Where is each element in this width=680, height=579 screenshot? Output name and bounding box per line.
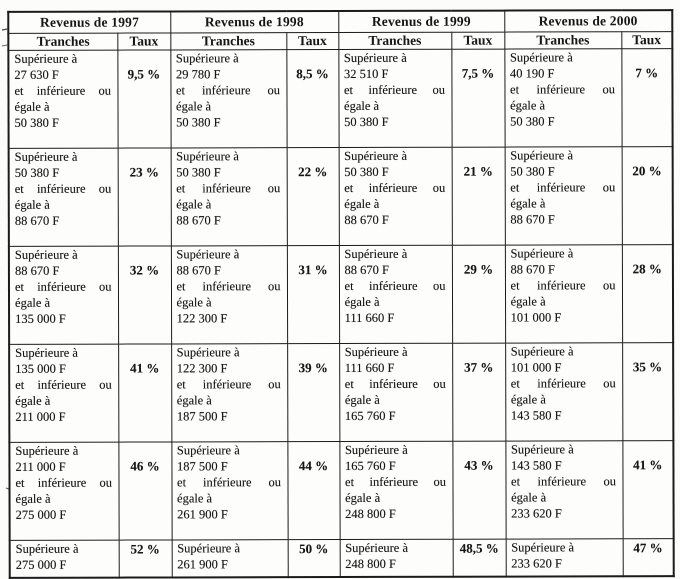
label-superieure: Supérieure à <box>511 540 575 555</box>
label-superieure: Supérieure à <box>344 442 408 457</box>
tranche-cell-2000-r4 <box>505 343 622 441</box>
label-inferieure-line <box>510 82 617 98</box>
taux-header-1998: Taux <box>286 33 338 50</box>
word-inferieure: inférieure <box>369 474 419 489</box>
label-superieure: Supérieure à <box>175 51 239 66</box>
word-ou: ou <box>432 180 446 195</box>
label-superieure: Supérieure à <box>176 345 240 360</box>
word-ou: ou <box>267 180 281 196</box>
word-et: et <box>14 83 24 98</box>
taux-cell-1997-r3: 32 % <box>118 246 171 344</box>
word-et: et <box>510 376 520 391</box>
label-inferieure-line <box>176 83 282 99</box>
label-egale: égale à <box>510 196 546 211</box>
label-egale: égale à <box>344 294 380 309</box>
word-et: et <box>176 377 186 392</box>
word-inferieure: inférieure <box>536 82 586 97</box>
upper-bound: 88 670 F <box>14 213 60 228</box>
word-ou: ou <box>99 475 112 490</box>
tranches-header-2000: Tranches <box>504 32 621 49</box>
word-ou: ou <box>433 474 447 489</box>
taux-cell-1999-r2: 21 % <box>452 147 505 245</box>
word-ou: ou <box>603 474 617 489</box>
label-superieure: Supérieure à <box>345 540 409 555</box>
word-inferieure: inférieure <box>37 475 87 490</box>
word-inferieure: inférieure <box>537 474 587 489</box>
label-egale: égale à <box>344 392 380 407</box>
word-et: et <box>345 474 355 489</box>
tranche-cell-1997-r3 <box>9 246 118 344</box>
lower-bound: 50 380 F <box>510 164 555 179</box>
column-header-row <box>8 32 672 51</box>
upper-bound: 135 000 F <box>15 311 66 326</box>
word-ou: ou <box>432 278 446 293</box>
label-inferieure-line <box>511 278 618 294</box>
taux-cell-1998-r1: 8,5 % <box>286 50 338 148</box>
upper-bound: 101 000 F <box>510 310 562 325</box>
word-et: et <box>511 474 521 489</box>
tranche-cell-1998-r5 <box>171 442 287 540</box>
label-superieure: Supérieure à <box>510 344 574 359</box>
word-inferieure: inférieure <box>202 181 251 196</box>
label-superieure: Supérieure à <box>14 247 78 262</box>
word-inferieure: inférieure <box>368 278 418 293</box>
word-ou: ou <box>98 279 112 294</box>
label-egale: égale à <box>14 197 50 212</box>
taux-header-2000: Taux <box>621 32 672 49</box>
word-ou: ou <box>602 82 616 97</box>
tranche-cell-1998-r2 <box>171 148 287 246</box>
upper-bound: 233 620 F <box>511 506 562 521</box>
word-ou: ou <box>99 377 112 392</box>
word-et: et <box>344 376 354 391</box>
tranche-cell-1999-r4 <box>339 343 452 441</box>
tranche-cell-2000-r3 <box>505 245 622 343</box>
upper-bound: 88 670 F <box>176 212 221 228</box>
word-et: et <box>344 180 354 195</box>
taux-cell-2000-r6: 47 % <box>623 539 674 577</box>
label-superieure: Supérieure à <box>14 149 78 164</box>
label-superieure: Supérieure à <box>14 51 78 66</box>
taux-cell-1998-r4: 39 % <box>287 344 339 442</box>
lower-bound: 135 000 F <box>15 361 66 376</box>
word-et: et <box>344 278 354 293</box>
tranche-cell-1998-r1 <box>170 50 286 148</box>
tranches-header-1998: Tranches <box>170 33 286 50</box>
upper-bound: 122 300 F <box>176 310 228 326</box>
tranche-cell-2000-r1 <box>504 49 621 147</box>
tranche-cell-1998-r6 <box>172 540 288 578</box>
taux-cell-2000-r2: 20 % <box>622 147 673 245</box>
label-egale: égale à <box>176 295 212 310</box>
word-ou: ou <box>98 83 111 98</box>
tranches-header-1999: Tranches <box>338 32 451 49</box>
word-et: et <box>15 377 25 392</box>
upper-bound: 187 500 F <box>176 408 228 424</box>
bracket-row-1 <box>8 49 672 149</box>
label-egale: égale à <box>176 99 212 114</box>
label-egale: égale à <box>15 491 51 506</box>
label-superieure: Supérieure à <box>509 50 573 65</box>
word-inferieure: inférieure <box>537 376 586 391</box>
tranche-cell-1997-r6 <box>10 540 119 578</box>
word-ou: ou <box>267 82 280 98</box>
label-egale: égale à <box>344 98 380 113</box>
taux-cell-1999-r5: 43 % <box>452 441 505 539</box>
label-superieure: Supérieure à <box>510 246 574 261</box>
lower-bound: 275 000 F <box>15 557 67 572</box>
bracket-row-2 <box>9 147 673 247</box>
lower-bound: 248 800 F <box>345 556 396 571</box>
lower-bound: 165 760 F <box>344 458 396 473</box>
word-et: et <box>343 82 354 97</box>
word-ou: ou <box>267 278 281 294</box>
tranche-cell-1999-r5 <box>339 441 452 539</box>
word-ou: ou <box>432 82 445 97</box>
year-header-1997: Revenus de 1997 <box>8 11 170 33</box>
bracket-row-5 <box>9 441 673 541</box>
year-header-1999: Revenus de 1999 <box>338 11 504 33</box>
label-egale: égale à <box>176 197 212 212</box>
lower-bound: 40 190 F <box>509 66 555 81</box>
word-et: et <box>15 475 25 490</box>
label-egale: égale à <box>510 392 546 407</box>
year-header-1998: Revenus de 1998 <box>170 11 338 33</box>
upper-bound: 50 380 F <box>176 114 221 130</box>
label-egale: égale à <box>14 99 50 114</box>
lower-bound: 233 620 F <box>511 556 562 571</box>
label-superieure: Supérieure à <box>344 344 408 359</box>
tranche-cell-1997-r2 <box>9 148 118 246</box>
lower-bound: 88 670 F <box>344 262 389 277</box>
label-inferieure-line <box>177 377 283 393</box>
lower-bound: 187 500 F <box>176 459 228 474</box>
word-inferieure: inférieure <box>37 377 87 392</box>
tax-brackets-table <box>7 9 675 579</box>
upper-bound: 50 380 F <box>344 114 389 129</box>
label-superieure: Supérieure à <box>15 541 79 556</box>
label-superieure: Supérieure à <box>177 541 241 556</box>
tranche-cell-2000-r6 <box>506 539 623 577</box>
taux-cell-1997-r2: 23 % <box>118 148 171 246</box>
label-inferieure-line <box>344 181 447 197</box>
label-superieure: Supérieure à <box>176 247 240 262</box>
taux-cell-1997-r6: 52 % <box>119 540 172 578</box>
label-inferieure-line <box>510 180 617 196</box>
word-et: et <box>175 83 186 98</box>
taux-cell-2000-r4: 35 % <box>622 343 673 441</box>
word-et: et <box>176 279 186 294</box>
label-superieure: Supérieure à <box>343 50 407 65</box>
word-inferieure: inférieure <box>202 475 252 490</box>
lower-bound: 88 670 F <box>14 263 60 278</box>
year-header-2000: Revenus de 2000 <box>504 10 672 32</box>
word-inferieure: inférieure <box>202 279 252 294</box>
label-inferieure-line <box>344 279 447 295</box>
label-inferieure-line <box>511 474 618 490</box>
tranche-cell-1998-r4 <box>171 344 287 442</box>
word-inferieure: inférieure <box>369 376 418 391</box>
lower-bound: 88 670 F <box>510 262 555 277</box>
upper-bound: 50 380 F <box>510 114 555 129</box>
taux-cell-1999-r4: 37 % <box>452 343 505 441</box>
label-inferieure-line <box>345 475 448 491</box>
word-et: et <box>510 180 520 195</box>
tranche-cell-1998-r3 <box>171 246 287 344</box>
word-et: et <box>510 278 520 293</box>
label-inferieure-line <box>177 475 283 491</box>
taux-cell-2000-r3: 28 % <box>622 245 673 343</box>
label-inferieure-line <box>176 181 282 197</box>
taux-cell-1999-r1: 7,5 % <box>451 49 504 147</box>
lower-bound: 122 300 F <box>176 361 228 376</box>
tranche-cell-2000-r5 <box>505 441 622 539</box>
label-inferieure-line <box>15 181 114 197</box>
label-inferieure-line <box>345 377 448 393</box>
taux-cell-2000-r1: 7 % <box>621 49 672 147</box>
taux-cell-1998-r2: 22 % <box>287 148 339 246</box>
upper-bound: 261 900 F <box>177 506 228 522</box>
label-superieure: Supérieure à <box>176 149 240 164</box>
word-ou: ou <box>98 181 112 196</box>
label-inferieure-line <box>15 279 114 295</box>
tranche-cell-2000-r2 <box>505 147 622 245</box>
taux-header-1997: Taux <box>117 33 170 50</box>
word-ou: ou <box>602 278 616 293</box>
taux-cell-2000-r5: 41 % <box>622 441 673 539</box>
label-inferieure-line <box>344 83 447 99</box>
taux-cell-1998-r5: 44 % <box>287 442 339 540</box>
taux-cell-1997-r5: 46 % <box>118 442 171 540</box>
word-inferieure: inférieure <box>536 180 586 195</box>
label-egale: égale à <box>15 393 51 408</box>
word-et: et <box>176 475 187 490</box>
tranche-cell-1999-r2 <box>339 147 452 245</box>
word-inferieure: inférieure <box>368 82 418 97</box>
lower-bound: 50 380 F <box>176 165 221 180</box>
word-inferieure: inférieure <box>36 181 86 196</box>
year-header-row <box>8 10 672 33</box>
label-superieure: Supérieure à <box>15 443 79 458</box>
bracket-row-6 <box>10 539 674 578</box>
tranche-cell-1999-r1 <box>338 49 451 147</box>
word-inferieure: inférieure <box>37 279 86 294</box>
taux-cell-1997-r1: 9,5 % <box>117 50 170 148</box>
lower-bound: 261 900 F <box>177 557 228 572</box>
upper-bound: 143 580 F <box>510 408 562 423</box>
word-et: et <box>14 181 24 196</box>
label-superieure: Supérieure à <box>510 148 574 163</box>
lower-bound: 32 510 F <box>343 66 389 81</box>
word-inferieure: inférieure <box>368 180 418 195</box>
word-ou: ou <box>603 376 616 391</box>
lower-bound: 101 000 F <box>510 360 562 375</box>
taux-cell-1999-r3: 29 % <box>452 245 505 343</box>
taux-cell-1997-r4: 41 % <box>118 344 171 442</box>
upper-bound: 275 000 F <box>15 507 67 522</box>
word-et: et <box>176 181 186 196</box>
lower-bound: 211 000 F <box>15 459 66 474</box>
label-superieure: Supérieure à <box>510 442 574 457</box>
word-ou: ou <box>268 474 282 490</box>
upper-bound: 165 760 F <box>344 408 396 423</box>
label-egale: égale à <box>177 491 213 506</box>
label-inferieure-line <box>15 377 114 393</box>
tranche-cell-1997-r1 <box>8 50 117 148</box>
label-inferieure-line <box>15 475 114 491</box>
taux-cell-1998-r3: 31 % <box>287 246 339 344</box>
upper-bound: 211 000 F <box>15 409 66 424</box>
word-inferieure: inférieure <box>536 278 586 293</box>
label-egale: égale à <box>176 393 212 408</box>
upper-bound: 50 380 F <box>14 115 60 130</box>
taux-header-1999: Taux <box>451 32 504 49</box>
label-inferieure-line <box>511 376 618 392</box>
label-superieure: Supérieure à <box>15 345 78 360</box>
label-superieure: Supérieure à <box>344 246 408 261</box>
tranche-cell-1999-r3 <box>339 245 452 343</box>
word-inferieure: inférieure <box>202 377 252 392</box>
lower-bound: 111 660 F <box>344 360 395 375</box>
upper-bound: 88 670 F <box>344 212 389 227</box>
label-egale: égale à <box>510 98 546 113</box>
label-egale: égale à <box>510 294 546 309</box>
word-inferieure: inférieure <box>36 83 86 98</box>
word-et: et <box>509 82 520 97</box>
taux-cell-1999-r6: 48,5 % <box>453 539 506 577</box>
label-egale: égale à <box>511 490 547 505</box>
label-inferieure-line <box>176 279 282 295</box>
word-ou: ou <box>602 180 616 195</box>
upper-bound: 111 660 F <box>344 310 395 325</box>
lower-bound: 27 630 F <box>14 67 59 82</box>
lower-bound: 50 380 F <box>14 165 60 180</box>
tranches-header-1997: Tranches <box>8 33 117 50</box>
label-inferieure-line <box>14 83 113 99</box>
word-ou: ou <box>268 376 281 392</box>
word-ou: ou <box>433 376 446 391</box>
bracket-row-3 <box>9 245 673 345</box>
word-inferieure: inférieure <box>201 83 251 98</box>
upper-bound: 88 670 F <box>510 212 555 227</box>
lower-bound: 88 670 F <box>176 263 221 278</box>
label-superieure: Supérieure à <box>176 443 240 458</box>
bracket-row-4 <box>9 343 673 443</box>
label-egale: égale à <box>345 490 381 505</box>
tranche-cell-1999-r6 <box>340 539 453 577</box>
tranche-cell-1997-r5 <box>9 442 118 540</box>
label-egale: égale à <box>15 295 51 310</box>
lower-bound: 29 780 F <box>175 67 221 82</box>
label-superieure: Supérieure à <box>344 148 408 163</box>
label-egale: égale à <box>344 196 380 211</box>
word-et: et <box>14 279 25 294</box>
taux-cell-1998-r6: 50 % <box>288 540 340 578</box>
upper-bound: 248 800 F <box>345 506 396 521</box>
tranche-cell-1997-r4 <box>9 344 118 442</box>
lower-bound: 143 580 F <box>510 458 562 473</box>
lower-bound: 50 380 F <box>344 164 389 179</box>
